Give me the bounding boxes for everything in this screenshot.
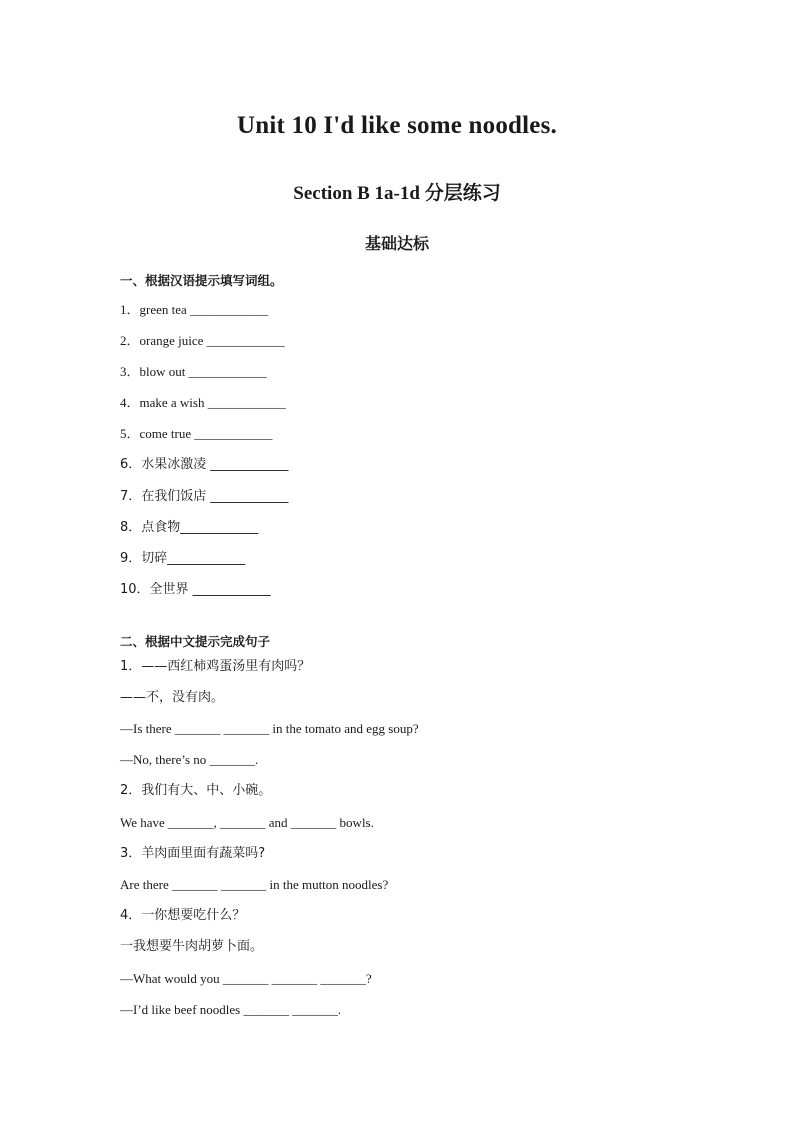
part2-line-11: —What would you _______ _______ _______? <box>120 971 372 986</box>
part1-item-7: 7．在我们饭店 ____________ <box>120 489 289 504</box>
part1-item-1: 1．green tea ____________ <box>120 302 269 317</box>
part2-line-2: ——不，没有肉。 <box>120 690 225 705</box>
part1-item-2: 2．orange juice ____________ <box>120 333 285 348</box>
part1-item-4: 4．make a wish ____________ <box>120 395 286 410</box>
part2-line-12: —I’d like beef noodles _______ _______. <box>120 1002 341 1017</box>
section-subtitle: Section B 1a-1d 分层练习 <box>293 183 501 204</box>
part2-line-4: —No, there’s no _______. <box>120 752 259 767</box>
page-title: Unit 10 I'd like some noodles. <box>237 112 557 139</box>
part2-line-1: 1．——西红柿鸡蛋汤里有肉吗？ <box>120 659 311 674</box>
part1-item-10: 10．全世界 ____________ <box>120 582 271 597</box>
part1-item-6: 6．水果冰激凌 ____________ <box>120 457 289 472</box>
part2-line-6: We have _______, _______ and _______ bowls. <box>120 815 374 830</box>
part2-line-8: Are there _______ _______ in the mutton noodles? <box>120 877 389 892</box>
part2-line-5: 2．我们有大、中、小碗。 <box>120 783 272 798</box>
part2-line-9: 4．一你想要吃什么？ <box>120 908 246 923</box>
part2-line-10: 一我想要牛肉胡萝卜面。 <box>120 939 264 954</box>
part1-item-5: 5．come true ____________ <box>120 426 273 441</box>
part1-item-3: 3．blow out ____________ <box>120 364 267 379</box>
part1-item-8: 8．点食物____________ <box>120 520 259 535</box>
part1-item-9: 9．切碎____________ <box>120 551 246 566</box>
part2-line-7: 3．羊肉面里面有蔬菜吗? <box>120 846 266 861</box>
part2-heading: 二、根据中文提示完成句子 <box>120 634 271 649</box>
part1-heading: 一、根据汉语提示填写词组。 <box>120 273 283 288</box>
part2-line-3: —Is there _______ _______ in the tomato and egg soup? <box>120 721 419 736</box>
level-heading: 基础达标 <box>364 234 429 253</box>
